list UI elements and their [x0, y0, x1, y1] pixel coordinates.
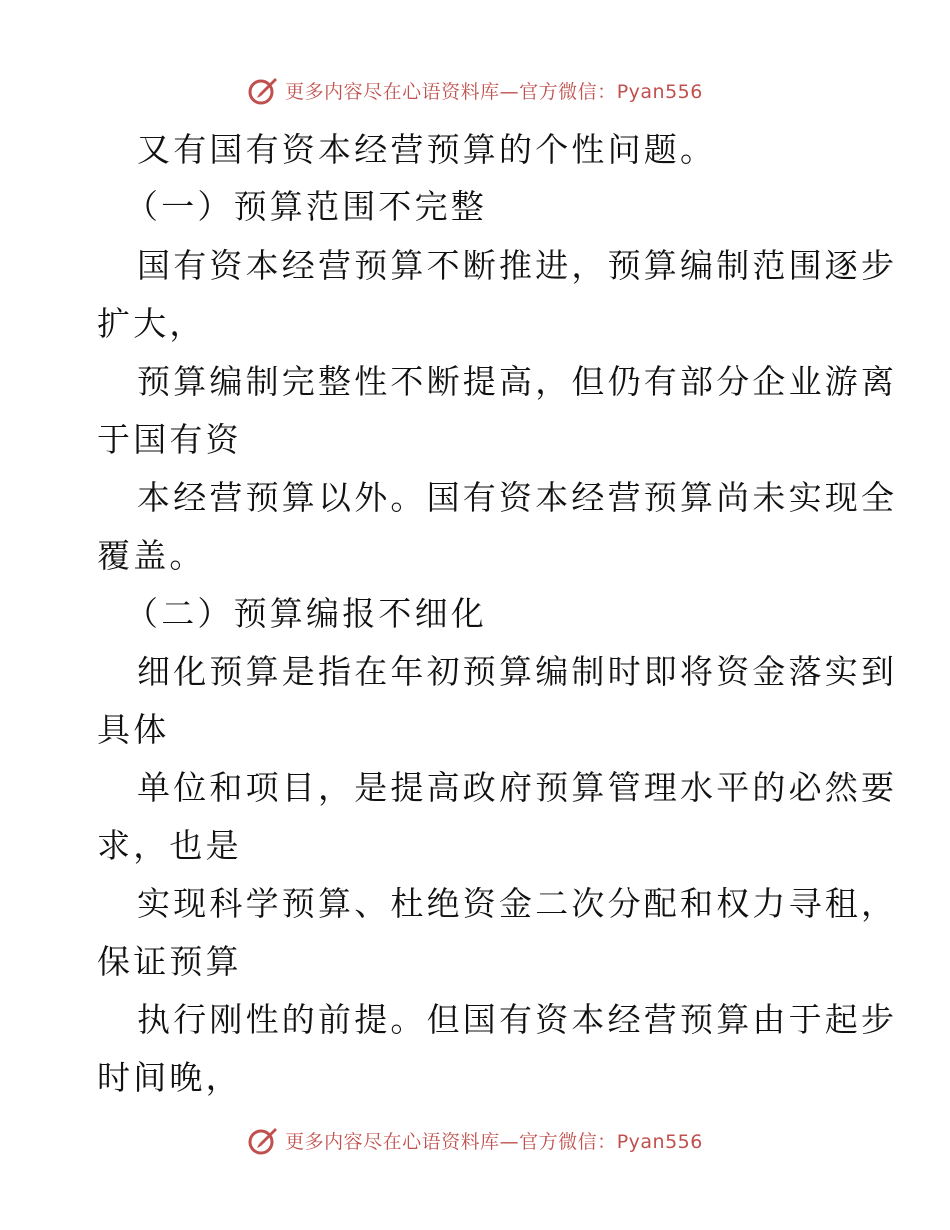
footer-watermark	[0, 1120, 950, 1160]
header-watermark	[0, 70, 950, 110]
watermark-channel: 官方微信：	[519, 1130, 617, 1153]
quill-seal-icon	[247, 1124, 279, 1156]
section-heading-2: （二）预算编报不细化	[125, 594, 487, 633]
paragraph-line: 覆盖。	[97, 536, 206, 575]
paragraph-line: 实现科学预算、杜绝资金二次分配和权力寻租，	[137, 884, 898, 923]
watermark-account: Pyan556	[616, 80, 703, 103]
paragraph-line: 本经营预算以外。国有资本经营预算尚未实现全	[137, 478, 898, 517]
watermark-brand: 更多内容尽在心语资料库	[285, 1130, 500, 1153]
paragraph-line: 又有国有资本经营预算的个性问题。	[137, 130, 717, 169]
paragraph-line: 具体	[97, 710, 170, 749]
paragraph-line: 求，也是	[97, 826, 242, 865]
paragraph-line: 预算编制完整性不断提高，但仍有部分企业游离	[137, 362, 898, 401]
paragraph-line: 保证预算	[97, 942, 242, 981]
watermark-text	[285, 1127, 703, 1154]
paragraph-line: 于国有资	[97, 420, 242, 459]
watermark-brand: 更多内容尽在心语资料库	[285, 80, 500, 103]
paragraph-line: 细化预算是指在年初预算编制时即将资金落实到	[137, 652, 898, 691]
paragraph-line: 扩大，	[97, 304, 206, 343]
section-heading-1: （一）预算范围不完整	[125, 187, 487, 226]
watermark-text	[285, 77, 703, 104]
paragraph-line: 单位和项目，是提高政府预算管理水平的必然要	[137, 768, 898, 807]
watermark-channel: 官方微信：	[519, 80, 617, 103]
watermark-account: Pyan556	[616, 1130, 703, 1153]
watermark-dash: —	[499, 80, 520, 103]
paragraph-line: 执行刚性的前提。但国有资本经营预算由于起步	[137, 1000, 898, 1039]
paragraph-line: 时间晚，	[97, 1058, 242, 1097]
watermark-dash: —	[499, 1130, 520, 1153]
quill-seal-icon	[247, 74, 279, 106]
paragraph-line: 国有资本经营预算不断推进，预算编制范围逐步	[137, 246, 898, 285]
